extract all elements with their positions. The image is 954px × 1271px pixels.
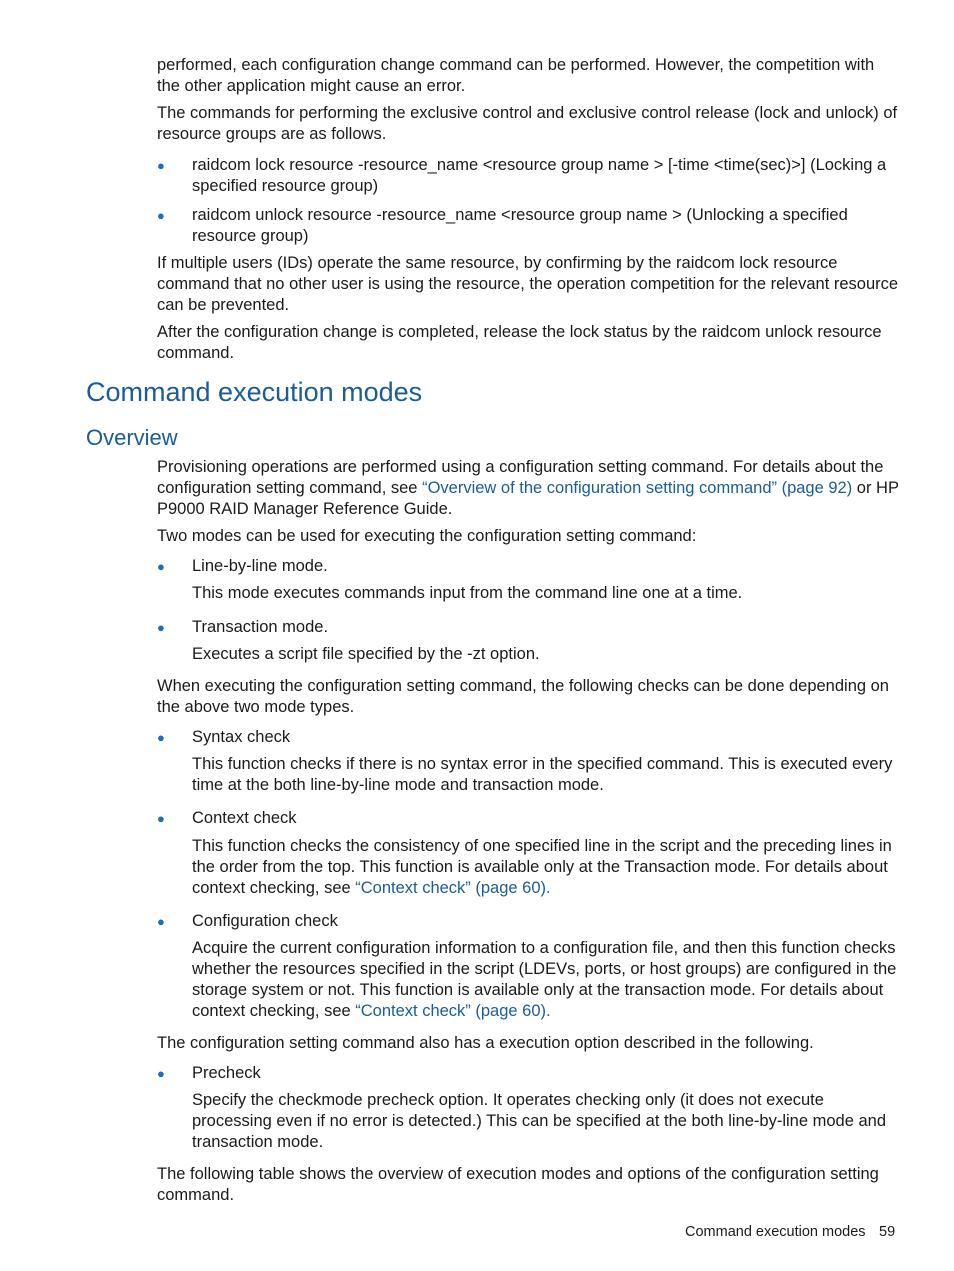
footer-title: Command execution modes	[685, 1224, 866, 1240]
configuration-check-text-after: .	[546, 1002, 551, 1020]
list-item-label: Context check	[192, 809, 297, 827]
bullet-dot-icon: ●	[157, 1066, 165, 1081]
bullet-dot-icon: ●	[157, 730, 165, 745]
context-check-link[interactable]: “Context check” (page 60)	[355, 1002, 547, 1020]
overview-paragraph-1	[157, 457, 899, 520]
list-item-description: This mode executes commands input from the command line one at a time.	[192, 584, 743, 602]
list-item-description	[192, 938, 899, 1022]
configuration-check-text: Acquire the current configuration information to a configuration file, and then this function checks whether the resources specified in the script (LDEVs, ports, or host groups) are configured in the storage system or not. This function is available only at the transaction mode. For details about context checking, see	[192, 939, 897, 1020]
intro-paragraph-4: After the configuration change is completed, release the lock status by the raidcom unlock resource command.	[157, 323, 882, 362]
overview-text-before-link: Provisioning operations are performed using a configuration setting command. For details about the configuration setting command, see	[157, 458, 884, 497]
bullet-dot-icon: ●	[157, 620, 165, 635]
list-item-description: Executes a script file specified by the -zt option.	[192, 645, 540, 663]
list-item-label: Syntax check	[192, 728, 291, 746]
context-check-link[interactable]: “Context check” (page 60)	[355, 879, 547, 897]
overview-paragraph-4: The configuration setting command also has a execution option described in the following.	[157, 1034, 814, 1052]
bullet-dot-icon: ●	[157, 914, 165, 929]
list-item-description: Specify the checkmode precheck option. It operates checking only (it does not execute processing even if no error is detected.) This can be specified at the both line-by-line mode and transaction mode.	[192, 1091, 887, 1151]
list-item-label: Line-by-line mode.	[192, 557, 328, 575]
bullet-dot-icon: ●	[157, 559, 165, 574]
section-title: Command execution modes	[86, 377, 423, 407]
intro-paragraph-3: If multiple users (IDs) operate the same resource, by confirming by the raidcom lock resource command that no other user is using the resource, the operation competition for the relevant resource can be prevented.	[157, 254, 899, 314]
list-item-description: This function checks if there is no syntax error in the specified command. This is executed every time at the both line-by-line mode and transaction mode.	[192, 755, 893, 794]
overview-paragraph-3: When executing the configuration setting command, the following checks can be done depending on the above two mode types.	[157, 677, 889, 716]
overview-paragraph-2: Two modes can be used for executing the configuration setting command:	[157, 527, 697, 545]
bullet-dot-icon: ●	[157, 811, 165, 826]
bullet-dot-icon: ●	[157, 208, 165, 223]
overview-paragraph-5: The following table shows the overview of execution modes and options of the configuration setting command.	[157, 1165, 879, 1204]
context-check-text: This function checks the consistency of one specified line in the script and the preceding lines in the order from the top. This function is available only at the Transaction mode. For details about context checking, see	[192, 837, 892, 897]
subsection-title: Overview	[86, 425, 178, 450]
overview-text-after-link: or HP P9000 RAID Manager Reference Guide.	[157, 479, 899, 518]
list-item-label: Transaction mode.	[192, 618, 329, 636]
list-item-label: Precheck	[192, 1064, 261, 1082]
list-item-text: raidcom lock resource -resource_name <resource group name > [-time <time(sec)>] (Locking a specified resource group)	[192, 156, 887, 195]
list-item-text: raidcom unlock resource -resource_name <resource group name > (Unlocking a specified resource group)	[192, 206, 848, 245]
context-check-text-after: .	[546, 879, 551, 897]
overview-config-command-link[interactable]: “Overview of the configuration setting command” (page 92)	[422, 479, 853, 497]
bullet-dot-icon: ●	[157, 158, 165, 173]
intro-paragraph-2: The commands for performing the exclusive control and exclusive control release (lock and unlock) of resource groups are as follows.	[157, 104, 898, 143]
list-item-label: Configuration check	[192, 912, 338, 930]
page-number: 59	[879, 1224, 896, 1240]
list-item-description	[192, 836, 899, 899]
intro-paragraph-1: performed, each configuration change command can be performed. However, the competition with the other application might cause an error.	[157, 56, 875, 95]
